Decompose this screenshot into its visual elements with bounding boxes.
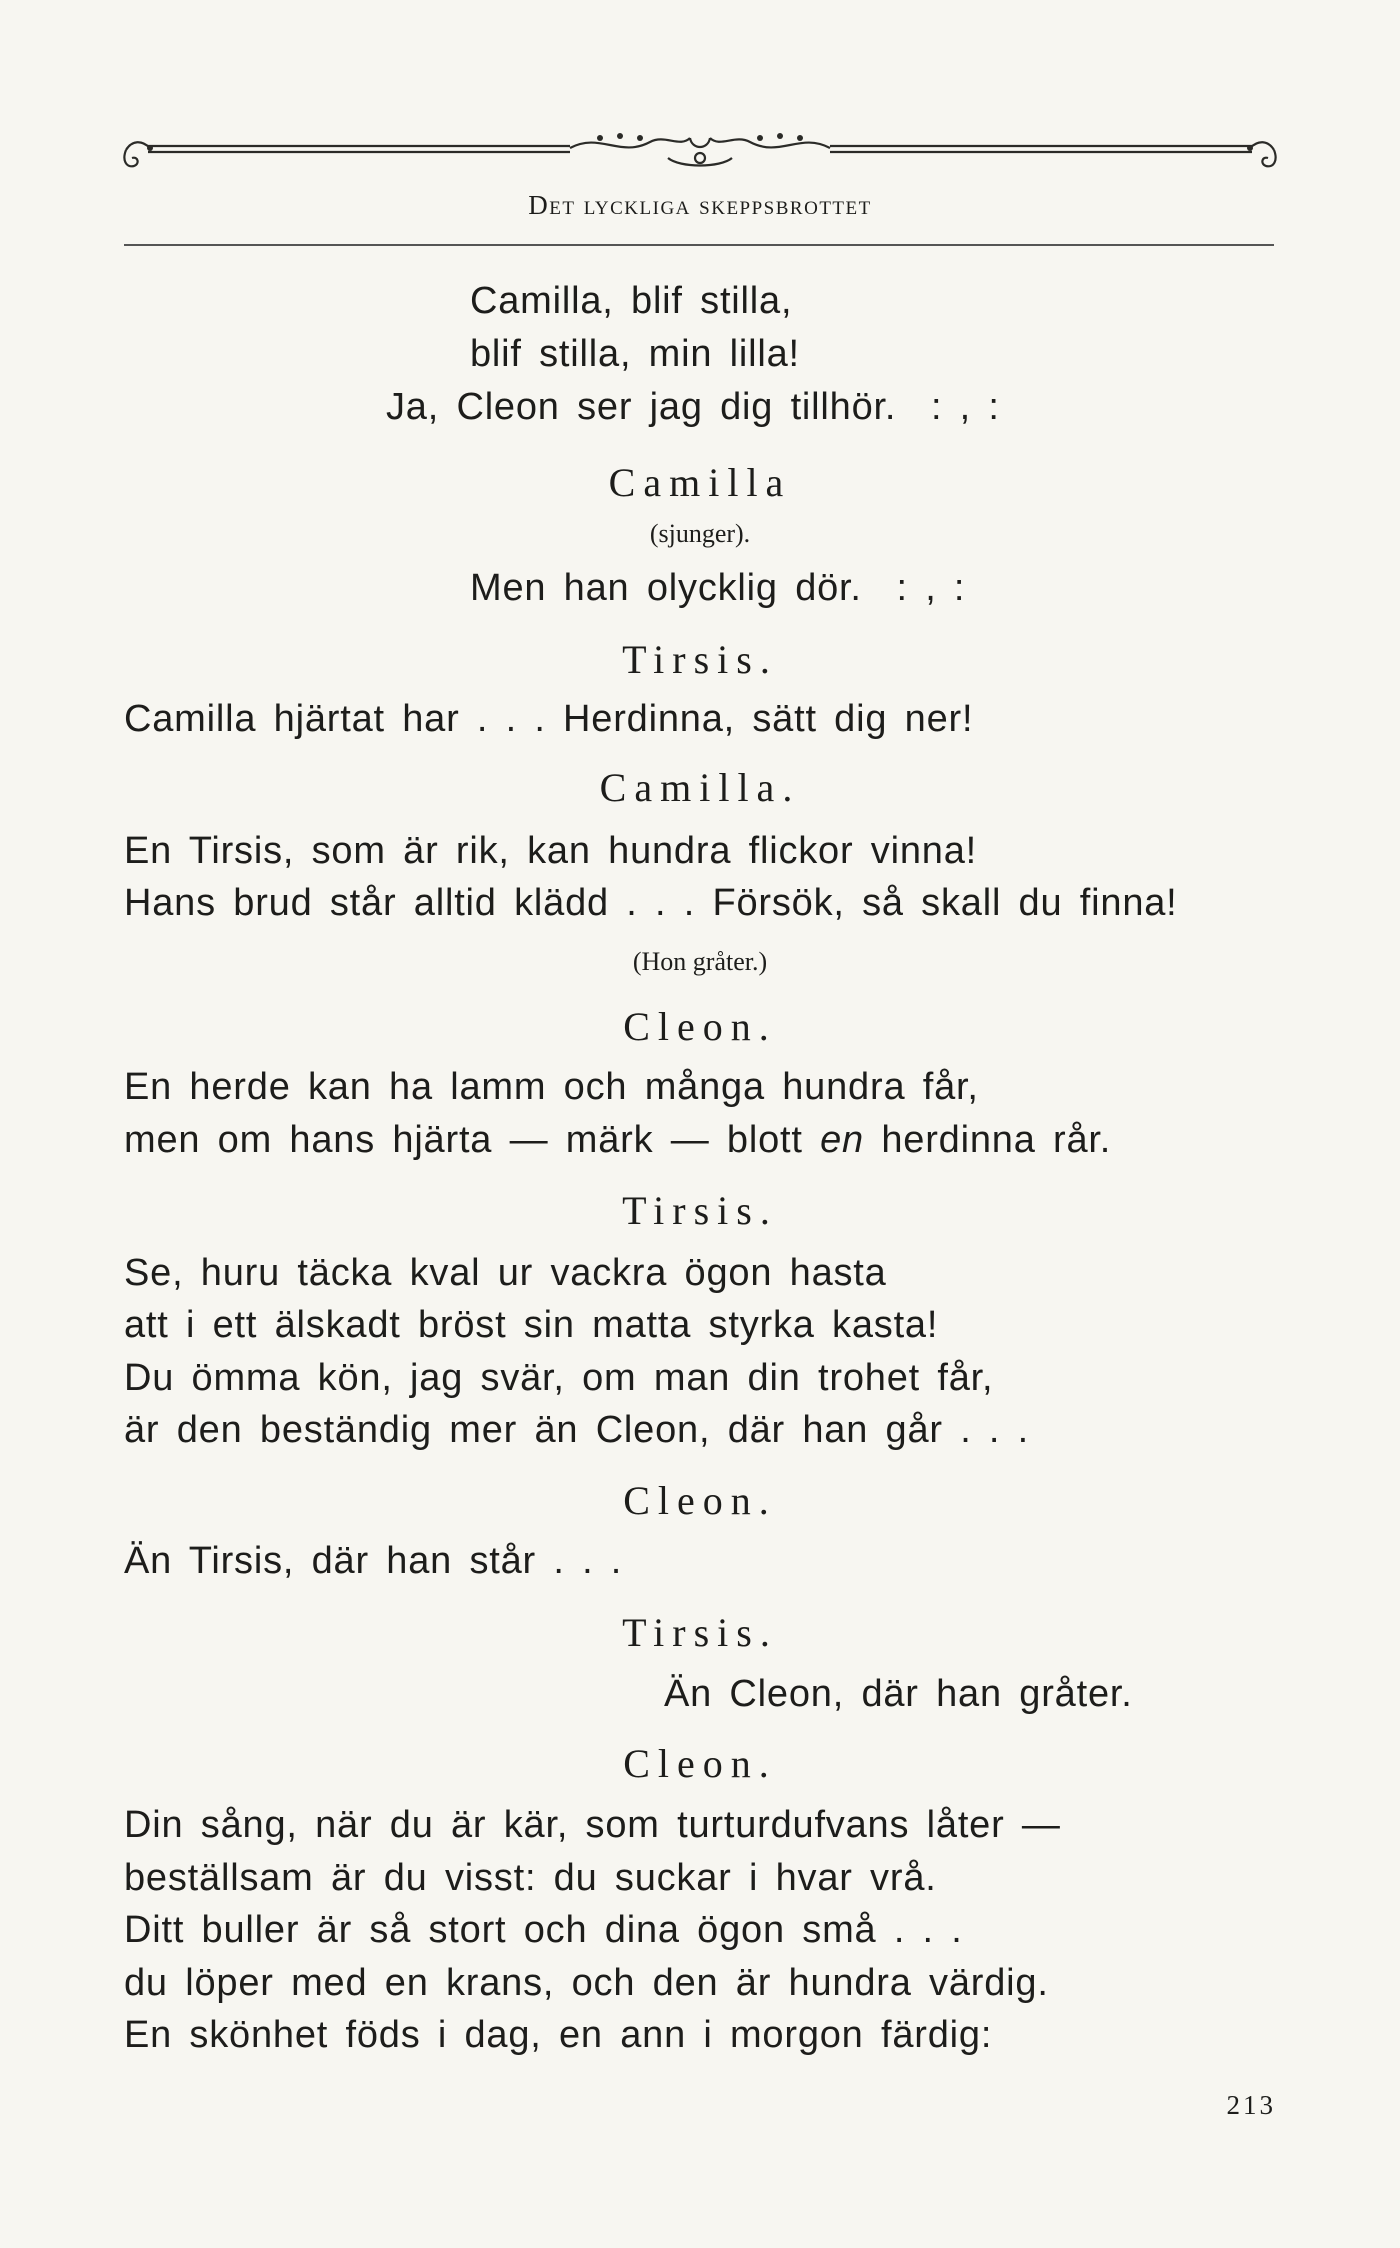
- verse-line: Camilla, blif stilla,: [470, 280, 793, 322]
- verse-line: Ditt buller är så stort och dina ögon små . . .: [124, 1909, 963, 1951]
- verse-line: att i ett älskadt bröst sin matta styrka kasta!: [124, 1304, 939, 1346]
- verse-line: Än Cleon, där han gråter.: [664, 1673, 1133, 1715]
- speaker-name: Cleon.: [623, 1741, 777, 1786]
- verse-line: En herde kan ha lamm och många hundra får,: [124, 1066, 979, 1108]
- verse-text: men om hans hjärta — märk — blott: [124, 1119, 821, 1161]
- speaker-name: Cleon.: [623, 1004, 777, 1049]
- verse-line: är den beständig mer än Cleon, där han går . . .: [124, 1409, 1029, 1451]
- verse-text: herdinna rår.: [863, 1119, 1112, 1161]
- running-title: Det lyckliga skeppsbrottet: [528, 190, 872, 220]
- verse-line: beställsam är du visst: du suckar i hvar vrå.: [124, 1857, 937, 1899]
- verse-line: En Tirsis, som är rik, kan hundra flickor vinna!: [124, 830, 978, 872]
- verse-line: Din sång, när du är kär, som turturdufvans låter —: [124, 1804, 1061, 1846]
- header-ornament: [120, 128, 1280, 190]
- stage-direction: (Hon gråter.): [632, 947, 768, 976]
- verse-line: En skönhet föds i dag, en ann i morgon färdig:: [124, 2014, 993, 2056]
- verse-line: Camilla hjärtat har . . . Herdinna, sätt dig ner!: [124, 698, 974, 740]
- verse-line: Hans brud står alltid klädd . . . Försök, så skall du finna!: [124, 882, 1178, 924]
- speaker-name: Tirsis.: [622, 1610, 778, 1655]
- speaker-name: Camilla.: [599, 765, 801, 810]
- stage-direction: (sjunger).: [649, 519, 751, 548]
- header-rule: [124, 244, 1274, 246]
- speaker-name: Cleon.: [623, 1478, 777, 1523]
- verse-line: Du ömma kön, jag svär, om man din trohet får,: [124, 1357, 994, 1399]
- page-number: 213: [1226, 2090, 1276, 2120]
- verse-line: [124, 1117, 1111, 1163]
- speaker-name: Tirsis.: [622, 637, 778, 682]
- verse-line: Men han olycklig dör. : , :: [470, 567, 966, 609]
- emphasis: en: [820, 1119, 864, 1161]
- verse-line: Se, huru täcka kval ur vackra ögon hasta: [124, 1252, 887, 1294]
- verse-line: blif stilla, min lilla!: [470, 333, 800, 375]
- verse-line: Än Tirsis, där han står . . .: [124, 1540, 623, 1582]
- verse-line: du löper med en krans, och den är hundra värdig.: [124, 1962, 1049, 2004]
- speaker-name: Tirsis.: [622, 1188, 778, 1233]
- speaker-name: Camilla: [608, 460, 792, 505]
- verse-line: Ja, Cleon ser jag dig tillhör. : , :: [386, 386, 1000, 428]
